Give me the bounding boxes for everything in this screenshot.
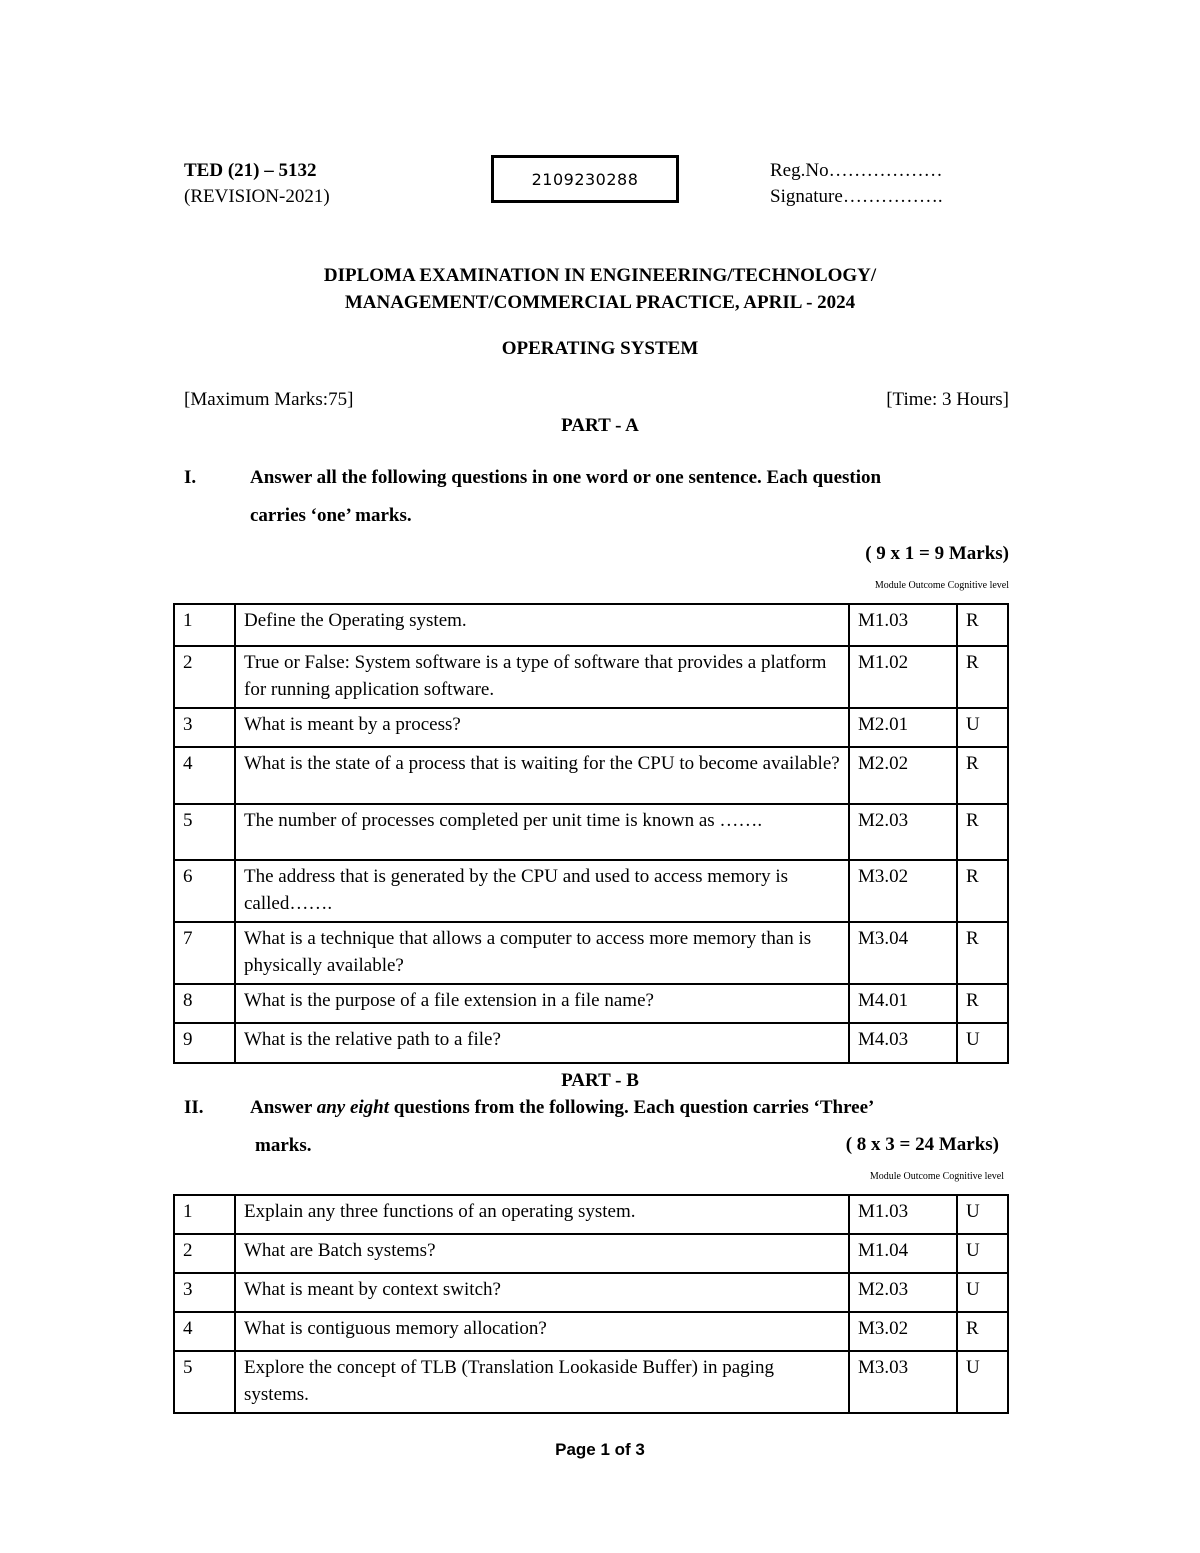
reg-no: Reg.No……………… (770, 160, 943, 181)
part-b-column-note: Module Outcome Cognitive level (869, 1171, 1004, 1182)
cognitive-level: U (957, 1351, 1008, 1413)
question-row (174, 1234, 1008, 1273)
question-text: What is meant by context switch? (235, 1273, 849, 1312)
part-b-marks: ( 8 x 3 = 24 Marks) (845, 1134, 999, 1155)
question-row (174, 1023, 1008, 1063)
module-outcome: M1.03 (849, 1195, 957, 1234)
exam-title (0, 262, 1200, 316)
module-outcome: M2.02 (849, 747, 957, 804)
part-a-column-note: Module Outcome Cognitive level (874, 580, 1009, 591)
cognitive-level: R (957, 1312, 1008, 1351)
exam-title-line2: MANAGEMENT/COMMERCIAL PRACTICE, APRIL - 2024 (344, 292, 856, 313)
question-row (174, 646, 1008, 708)
module-outcome: M4.01 (849, 984, 957, 1023)
question-number: 3 (174, 708, 235, 747)
cognitive-level: R (957, 646, 1008, 708)
cognitive-level: R (957, 804, 1008, 860)
question-text: What is contiguous memory allocation? (235, 1312, 849, 1351)
cognitive-level: R (957, 984, 1008, 1023)
module-outcome: M3.02 (849, 860, 957, 922)
module-outcome: M3.02 (849, 1312, 957, 1351)
module-outcome: M3.04 (849, 922, 957, 984)
subject-title: OPERATING SYSTEM (501, 338, 699, 359)
question-text: What are Batch systems? (235, 1234, 849, 1273)
part-a-instruction-line2: carries ‘one’ marks. (250, 505, 412, 526)
question-text: True or False: System software is a type of software that provides a platform for running application software. (235, 646, 849, 708)
question-text: Define the Operating system. (235, 604, 849, 646)
question-number: 5 (174, 804, 235, 860)
part-a-question-table (173, 603, 1009, 1064)
question-text: What is meant by a process? (235, 708, 849, 747)
cognitive-level: R (957, 747, 1008, 804)
question-number: 4 (174, 1312, 235, 1351)
part-a-roman: I. (184, 467, 197, 488)
question-text: The number of processes completed per unit time is known as ……. (235, 804, 849, 860)
question-row (174, 1195, 1008, 1234)
question-text: Explain any three functions of an operating system. (235, 1195, 849, 1234)
question-number: 8 (174, 984, 235, 1023)
question-number: 1 (174, 604, 235, 646)
module-outcome: M3.03 (849, 1351, 957, 1413)
module-outcome: M2.01 (849, 708, 957, 747)
exam-title-line1: DIPLOMA EXAMINATION IN ENGINEERING/TECHNOLOGY/ (323, 265, 877, 286)
maximum-marks: [Maximum Marks:75] (184, 389, 354, 410)
cognitive-level: R (957, 860, 1008, 922)
question-row (174, 708, 1008, 747)
cognitive-level: U (957, 708, 1008, 747)
registration-block (770, 158, 943, 210)
part-a-title: PART - A (561, 415, 639, 436)
question-text: What is the relative path to a file? (235, 1023, 849, 1063)
question-text: What is the purpose of a file extension in a file name? (235, 984, 849, 1023)
cognitive-level: U (957, 1273, 1008, 1312)
question-row (174, 1351, 1008, 1413)
module-outcome: M2.03 (849, 1273, 957, 1312)
question-row (174, 1312, 1008, 1351)
module-outcome: M1.04 (849, 1234, 957, 1273)
module-outcome: M1.02 (849, 646, 957, 708)
part-b-question-table (173, 1194, 1009, 1414)
part-a-instruction (250, 459, 1010, 535)
exam-code-block (184, 158, 330, 210)
question-text: What is the state of a process that is waiting for the CPU to become available? (235, 747, 849, 804)
time-allowed: [Time: 3 Hours] (886, 389, 1009, 410)
question-number: 1 (174, 1195, 235, 1234)
question-number: 6 (174, 860, 235, 922)
question-row (174, 922, 1008, 984)
part-b-title: PART - B (561, 1070, 639, 1091)
module-outcome: M2.03 (849, 804, 957, 860)
barcode-number-box (491, 155, 679, 203)
question-text: What is a technique that allows a computer to access more memory than is physically available? (235, 922, 849, 984)
question-number: 4 (174, 747, 235, 804)
part-a-marks: ( 9 x 1 = 9 Marks) (865, 543, 1009, 564)
part-b-roman: II. (184, 1097, 204, 1118)
question-number: 7 (174, 922, 235, 984)
part-b-instruction-line1 (250, 1089, 1010, 1127)
question-number: 5 (174, 1351, 235, 1413)
question-row (174, 860, 1008, 922)
revision: (REVISION-2021) (184, 186, 330, 207)
part-b-instruction-emphasis: any eight (316, 1097, 389, 1118)
barcode-number: 2109230288 (531, 169, 639, 189)
question-number: 9 (174, 1023, 235, 1063)
question-text: Explore the concept of TLB (Translation Lookaside Buffer) in paging systems. (235, 1351, 849, 1413)
cognitive-level: U (957, 1023, 1008, 1063)
module-outcome: M4.03 (849, 1023, 957, 1063)
question-row (174, 804, 1008, 860)
cognitive-level: R (957, 922, 1008, 984)
question-text: The address that is generated by the CPU and used to access memory is called……. (235, 860, 849, 922)
part-b-instruction-suffix: questions from the following. Each question carries ‘Three’ (389, 1097, 875, 1118)
cognitive-level: R (957, 604, 1008, 646)
part-b-instruction-prefix: Answer (250, 1097, 317, 1118)
exam-code: TED (21) – 5132 (184, 160, 317, 181)
question-row (174, 604, 1008, 646)
question-number: 2 (174, 646, 235, 708)
part-b-instruction-line2: marks. (255, 1135, 312, 1156)
cognitive-level: U (957, 1195, 1008, 1234)
question-row (174, 747, 1008, 804)
question-row (174, 984, 1008, 1023)
page-number: Page 1 of 3 (555, 1440, 645, 1459)
question-number: 3 (174, 1273, 235, 1312)
cognitive-level: U (957, 1234, 1008, 1273)
part-a-instruction-line1: Answer all the following questions in one word or one sentence. Each question (250, 467, 882, 488)
signature: Signature……………. (770, 186, 943, 207)
module-outcome: M1.03 (849, 604, 957, 646)
question-number: 2 (174, 1234, 235, 1273)
question-row (174, 1273, 1008, 1312)
